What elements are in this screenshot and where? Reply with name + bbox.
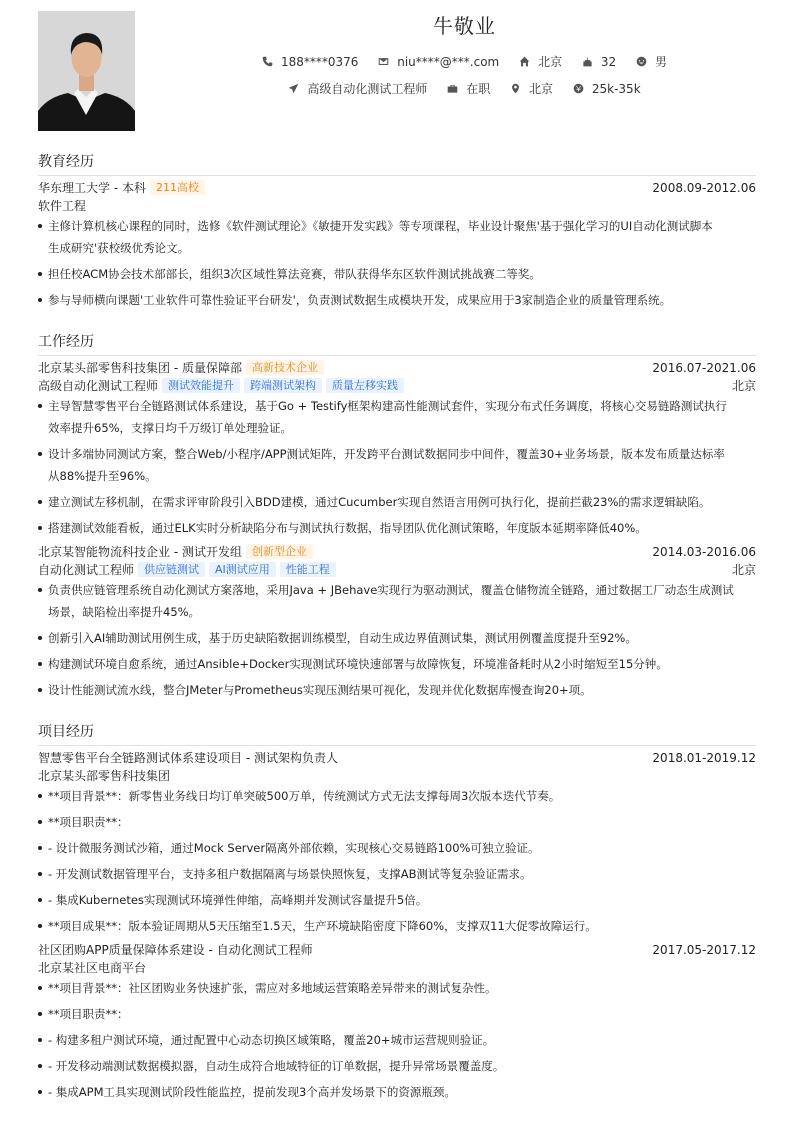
project-bullet: - 集成APM工具实现测试阶段性能监控，提前发现3个高并发场景下的资源瓶颈。 [38,1081,756,1103]
project-org: 北京某头部零售科技集团 [38,769,171,783]
mail-icon [378,56,389,67]
school-name: 华东理工大学 - 本科 [38,181,146,195]
candidate-name: 牛敬业 [433,14,496,38]
education-bullet: 担任校ACM协会技术部部长，组织3次区域性算法竞赛，带队获得华东区软件测试挑战赛二等奖。 [38,263,756,285]
job-date: 2014.03-2016.06 [652,545,756,559]
section-title-projects: 项目经历 [38,721,756,746]
school-tag: 211高校 [150,180,205,195]
project-header [38,749,756,767]
job-bullet-continued: 从88%提升至96%。 [48,469,157,483]
job-bullet: 建立测试左移机制，在需求评审阶段引入BDD建模，通过Cucumber实现自然语言用例可执行化，提前拦截23%的需求逻辑缺陷。 [38,491,756,513]
project-bullet: - 构建多租户测试环境，通过配置中心动态切换区域策略，覆盖20+城市运营规则验证。 [38,1029,756,1051]
project-date: 2018.01-2019.12 [652,751,756,765]
job-bullet-continued: 效率提升65%，支撑日均千万级订单处理验证。 [48,421,293,435]
salary-item [573,82,641,96]
section-title-education: 教育经历 [38,151,756,176]
money-icon [573,83,584,94]
job-bullet: 构建测试环境自愈系统，通过Ansible+Docker实现测试环境快速部署与故障恢复，环境准备耗时从2小时缩短至15分钟。 [38,653,756,675]
city-item [519,53,562,70]
job-title-row [38,377,756,395]
company-tag: 创新型企业 [246,544,313,559]
age-item [582,55,616,69]
job-header [38,543,756,561]
email-text: niu****@***.com [397,54,500,69]
skill-tag: 跨端测试架构 [244,378,322,393]
email-item [378,55,499,69]
location-pin-icon [510,83,521,94]
skill-tag: 测试效能提升 [162,378,240,393]
face-icon [636,56,647,67]
skill-tag: 供应链测试 [138,562,205,577]
job-bullet: 主导智慧零售平台全链路测试体系建设，基于Go + Testify框架构建高性能测试套件，实现分布式任务调度，将核心交易链路测试执行 [38,395,756,417]
phone-item [262,55,358,69]
profile-photo [38,11,135,131]
section-title-work: 工作经历 [38,331,756,356]
location-item [510,80,553,97]
job-bullet-continued: 场景，缺陷检出率提升45%。 [48,605,201,619]
home-icon [519,56,530,67]
briefcase-icon [447,83,458,94]
job-title: 自动化测试工程师 [38,563,135,577]
project-name: 智慧零售平台全链路测试体系建设项目 - 测试架构负责人 [38,751,338,765]
project-bullet: **项目背景**：社区团购业务快速扩张，需应对多地域运营策略差异带来的测试复杂性。 [38,977,756,999]
location-text: 北京 [529,82,554,96]
phone-text: 188****0376 [280,54,359,69]
position-item [288,80,427,97]
job-intent-row [135,80,794,97]
contact-row [135,53,794,70]
project-bullet: **项目背景**：新零售业务线日均订单突破500万单，传统测试方式无法支撑每周3次版本迭代节奏。 [38,785,756,807]
education-bullet-continued: 生成研究'获校级优秀论文。 [48,241,190,255]
status-text: 在职 [466,82,491,96]
status-item [447,80,490,97]
gender-item [636,53,667,70]
job-date: 2016.07-2021.06 [652,361,756,375]
company-name: 北京某头部零售科技集团 - 质量保障部 [38,361,242,375]
education-bullet: 主修计算机核心课程的同时，选修《软件测试理论》《敏捷开发实践》等专项课程，毕业设计聚焦'基于强化学习的UI自动化测试脚本 [38,215,756,237]
job-bullet: 负责供应链管理系统自动化测试方案落地，采用Java + JBehave实现行为驱动测试，覆盖仓储物流全链路，通过数据工厂动态生成测试 [38,579,756,601]
job-header [38,359,756,377]
age-text: 32 [600,54,617,69]
cake-icon [582,56,593,67]
project-bullet: - 集成Kubernetes实现测试环境弹性伸缩，高峰期并发测试容量提升5倍。 [38,889,756,911]
skill-tag: 性能工程 [280,562,336,577]
project-bullet: **项目成果**：版本验证周期从5天压缩至1.5天，生产环境缺陷密度下降60%，支撑双11大促零故障运行。 [38,915,756,937]
skill-tag: AI测试应用 [209,562,276,577]
project-date: 2017.05-2017.12 [652,943,756,957]
job-city: 北京 [731,563,756,577]
job-title-row [38,561,756,579]
education-bullet: 参与导师横向课题'工业软件可靠性验证平台研发'，负责测试数据生成模块开发，成果应用于3家制造企业的质量管理系统。 [38,289,756,311]
project-bullet: **项目职责**： [38,811,756,833]
job-title: 高级自动化测试工程师 [38,379,159,393]
project-header [38,941,756,959]
job-bullet: 搭建测试效能看板，通过ELK实时分析缺陷分布与测试执行数据，指导团队优化测试策略，年度版本延期率降低40%。 [38,517,756,539]
city-text: 北京 [538,55,563,69]
position-text: 高级自动化测试工程师 [307,82,428,96]
project-bullet: - 设计微服务测试沙箱，通过Mock Server隔离外部依赖，实现核心交易链路100%可独立验证。 [38,837,756,859]
avatar [38,11,135,131]
send-icon [288,83,299,94]
education-major: 软件工程 [38,199,87,213]
project-bullet: - 开发测试数据管理平台，支持多租户数据隔离与场景快照恢复，支撑AB测试等复杂验证需求。 [38,863,756,885]
skill-tag: 质量左移实践 [326,378,404,393]
job-city: 北京 [731,379,756,393]
company-name: 北京某智能物流科技企业 - 测试开发组 [38,545,242,559]
phone-icon [262,56,273,67]
company-tag: 高新技术企业 [246,360,324,375]
gender-text: 男 [655,55,668,69]
job-bullet: 设计性能测试流水线，整合JMeter与Prometheus实现压测结果可视化，发现并优化数据库慢查询20+项。 [38,679,756,701]
job-bullet: 设计多端协同测试方案，整合Web/小程序/APP测试矩阵，开发跨平台测试数据同步中间件，覆盖30+业务场景，版本发布质量达标率 [38,443,756,465]
project-bullet: **项目职责**： [38,1003,756,1025]
job-bullet: 创新引入AI辅助测试用例生成，基于历史缺陷数据训练模型，自动生成边界值测试集，测试用例覆盖度提升至92%。 [38,627,756,649]
project-name: 社区团购APP质量保障体系建设 - 自动化测试工程师 [38,943,313,957]
education-date: 2008.09-2012.06 [652,181,756,195]
project-org: 北京某社区电商平台 [38,961,147,975]
project-bullet: - 开发移动端测试数据模拟器，自动生成符合地域特征的订单数据，提升异常场景覆盖度。 [38,1055,756,1077]
education-header [38,179,756,197]
salary-text: 25k-35k [591,81,641,96]
